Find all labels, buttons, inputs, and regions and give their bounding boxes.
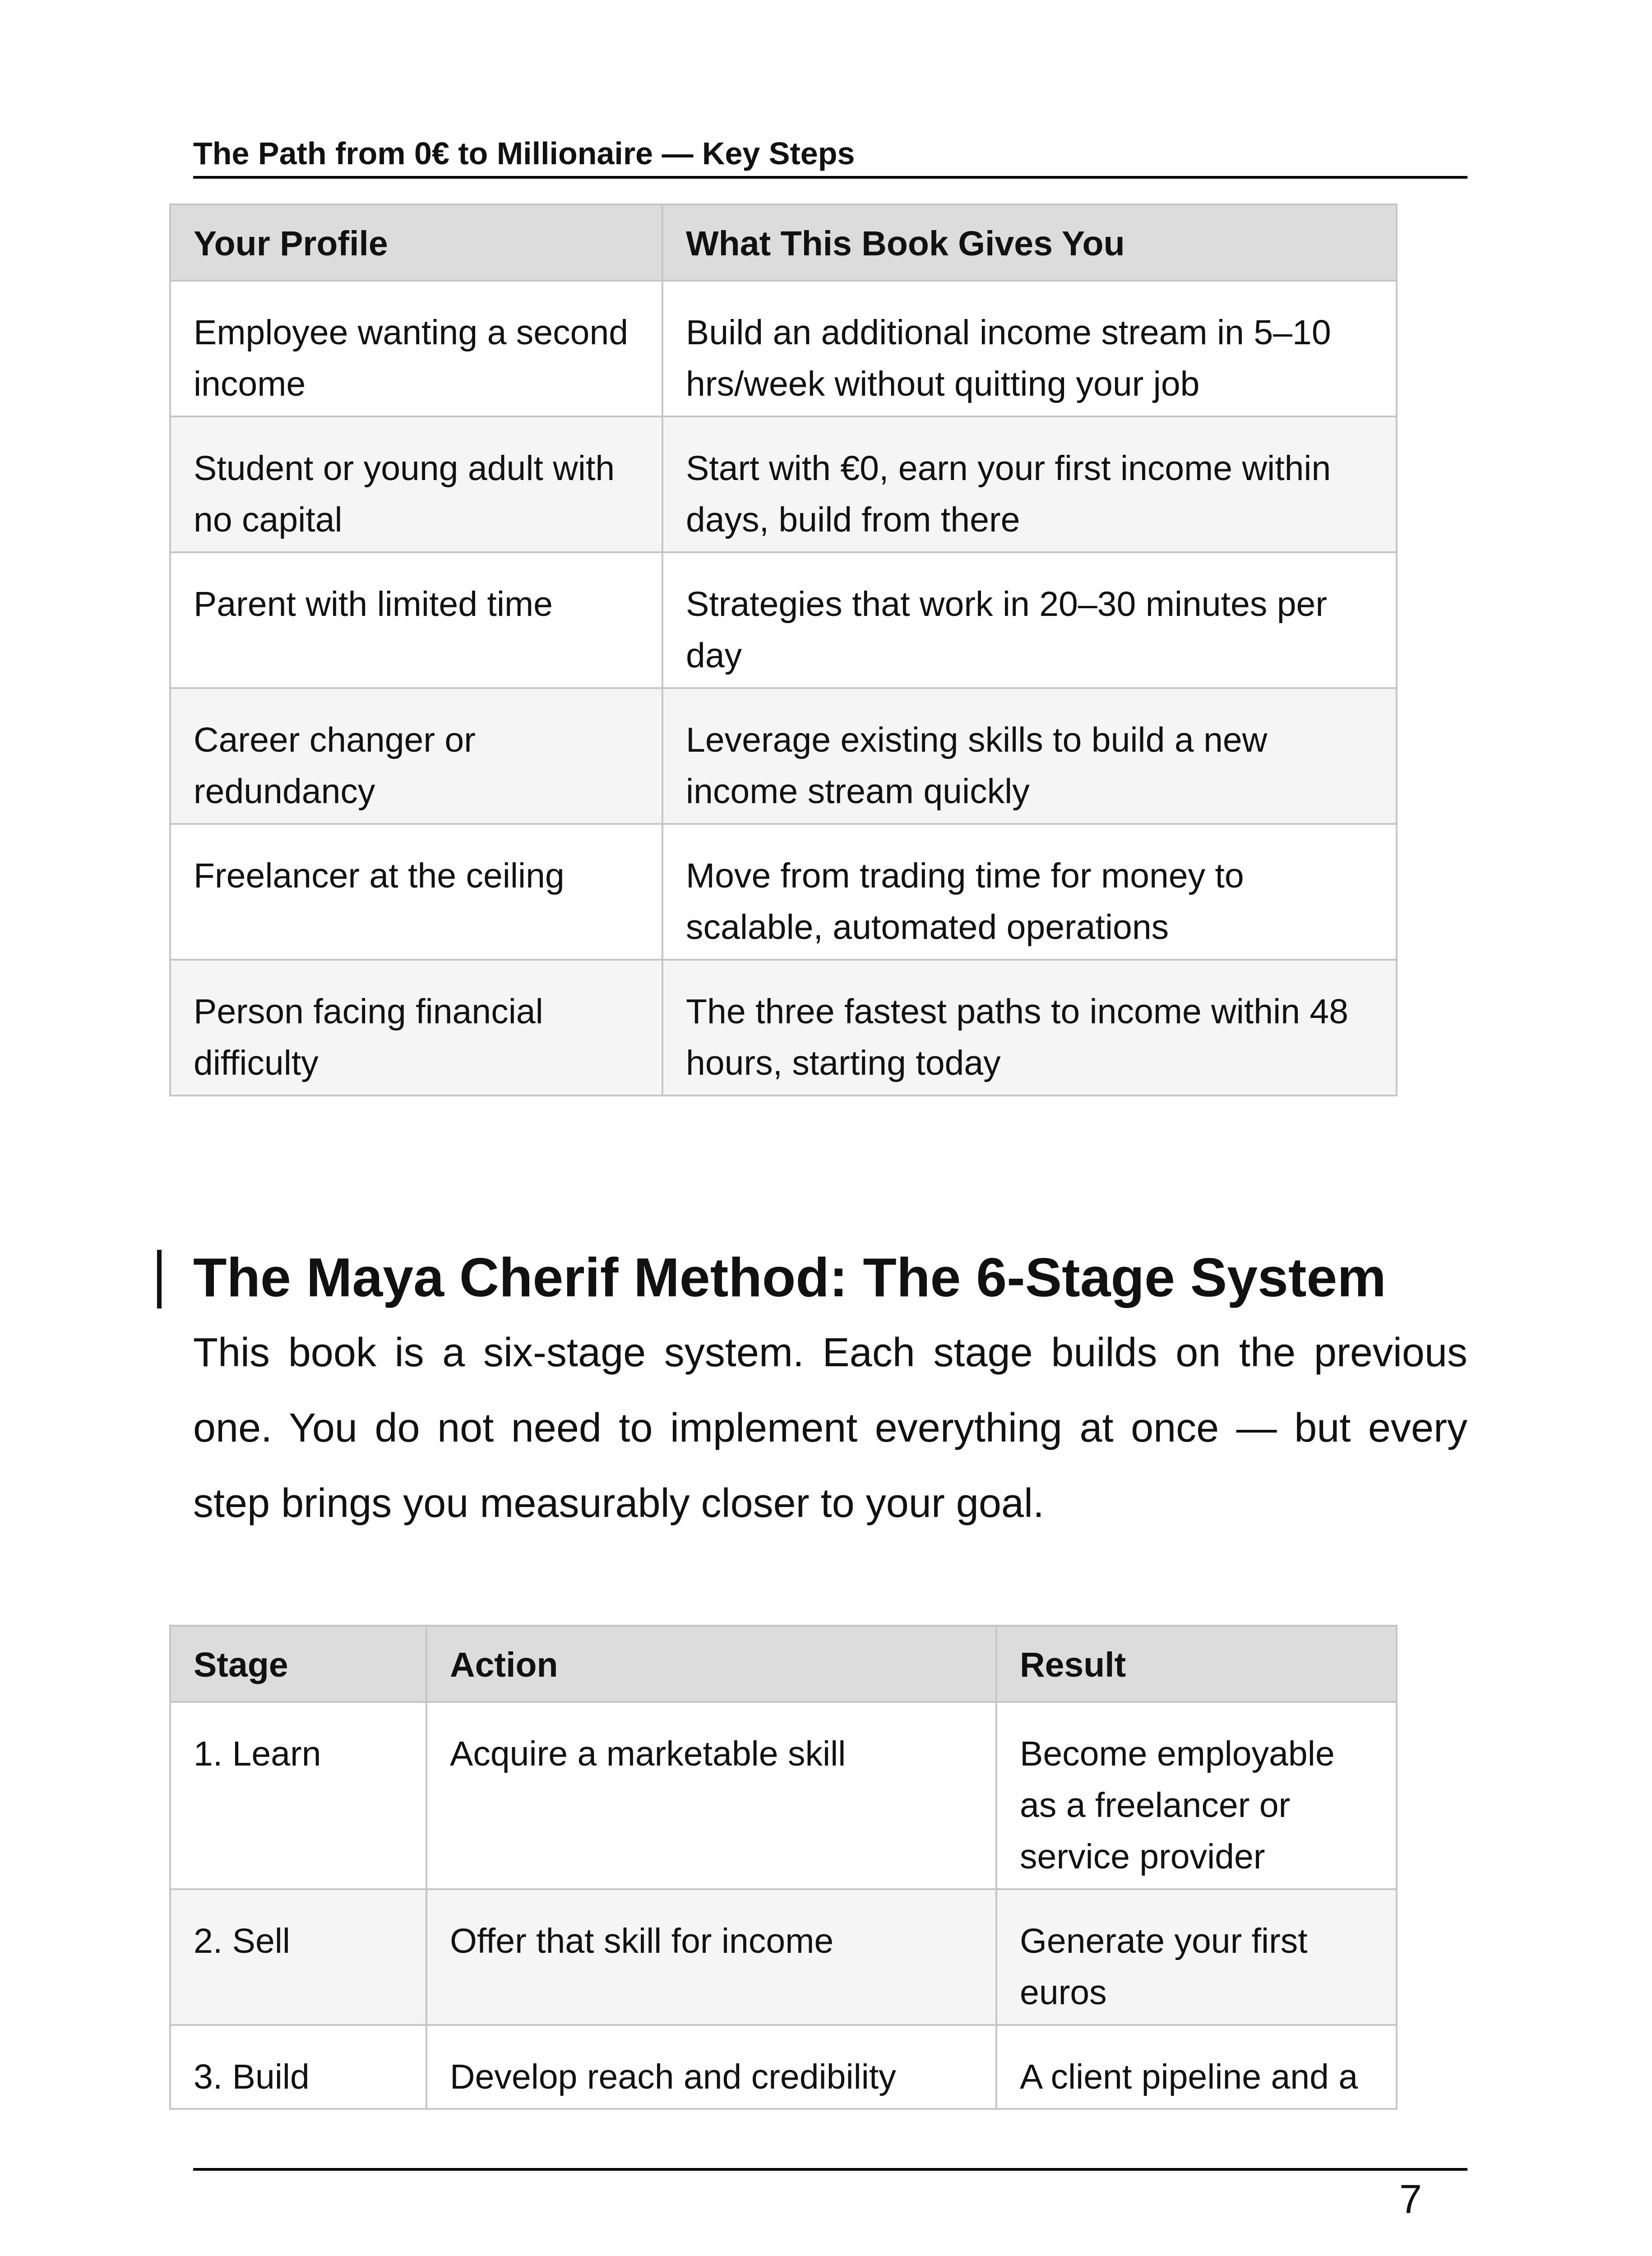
- table-cell: Become employable as a freelancer or service provider: [996, 1702, 1397, 1889]
- footer-rule: [193, 2168, 1467, 2171]
- column-header: Result: [996, 1626, 1397, 1702]
- column-header: What This Book Gives You: [662, 204, 1397, 281]
- table-cell: 2. Sell: [170, 1889, 426, 2025]
- table-cell: Develop reach and credibility: [426, 2025, 996, 2109]
- table-header-row: [170, 1626, 1397, 1702]
- section-title: The Maya Cherif Method: The 6-Stage System: [193, 1247, 1386, 1308]
- table-cell: Offer that skill for income: [426, 1889, 996, 2025]
- table-cell: A client pipeline and a: [996, 2025, 1397, 2109]
- table-cell: Career changer or redundancy: [170, 688, 662, 824]
- table-row: [170, 960, 1397, 1096]
- page-number: 7: [1399, 2177, 1422, 2222]
- table-cell: Leverage existing skills to build a new income stream quickly: [662, 688, 1397, 824]
- column-header: Action: [426, 1626, 996, 1702]
- section-accent-bar: [157, 1250, 162, 1308]
- stage-table: [169, 1625, 1397, 2110]
- table-cell: Generate your first euros: [996, 1889, 1397, 2025]
- table-cell: Start with €0, earn your first income within days, build from there: [662, 416, 1397, 552]
- column-header: Stage: [170, 1626, 426, 1702]
- table-row: [170, 552, 1397, 688]
- table-row: [170, 416, 1397, 552]
- table-cell: Acquire a marketable skill: [426, 1702, 996, 1889]
- table-row: [170, 1889, 1397, 2025]
- section-body: This book is a six-stage system. Each stage builds on the previous one. You do not need to implement everything at once — but every step brings you measurably closer to your goal.: [193, 1330, 1467, 1526]
- table-cell: Move from trading time for money to scalable, automated operations: [662, 824, 1397, 960]
- table-cell: 1. Learn: [170, 1702, 426, 1889]
- table-row: [170, 2025, 1397, 2109]
- table-cell: Build an additional income stream in 5–10 hrs/week without quitting your job: [662, 281, 1397, 416]
- table-row: [170, 824, 1397, 960]
- table-cell: Strategies that work in 20–30 minutes per day: [662, 552, 1397, 688]
- table-cell: Employee wanting a second income: [170, 281, 662, 416]
- table-cell: Freelancer at the ceiling: [170, 824, 662, 960]
- running-header: [193, 131, 1467, 179]
- table-cell: Parent with limited time: [170, 552, 662, 688]
- table-cell: The three fastest paths to income within 48 hours, starting today: [662, 960, 1397, 1096]
- table-cell: 3. Build: [170, 2025, 426, 2109]
- table-cell: Student or young adult with no capital: [170, 416, 662, 552]
- column-header: Your Profile: [170, 204, 662, 281]
- table-header-row: [170, 204, 1397, 281]
- table-cell: Person facing financial difficulty: [170, 960, 662, 1096]
- table-row: [170, 1702, 1397, 1889]
- profile-table: [169, 203, 1397, 1096]
- table-row: [170, 688, 1397, 824]
- table-row: [170, 281, 1397, 416]
- running-header-title: The Path from 0€ to Millionaire — Key Steps: [193, 136, 855, 171]
